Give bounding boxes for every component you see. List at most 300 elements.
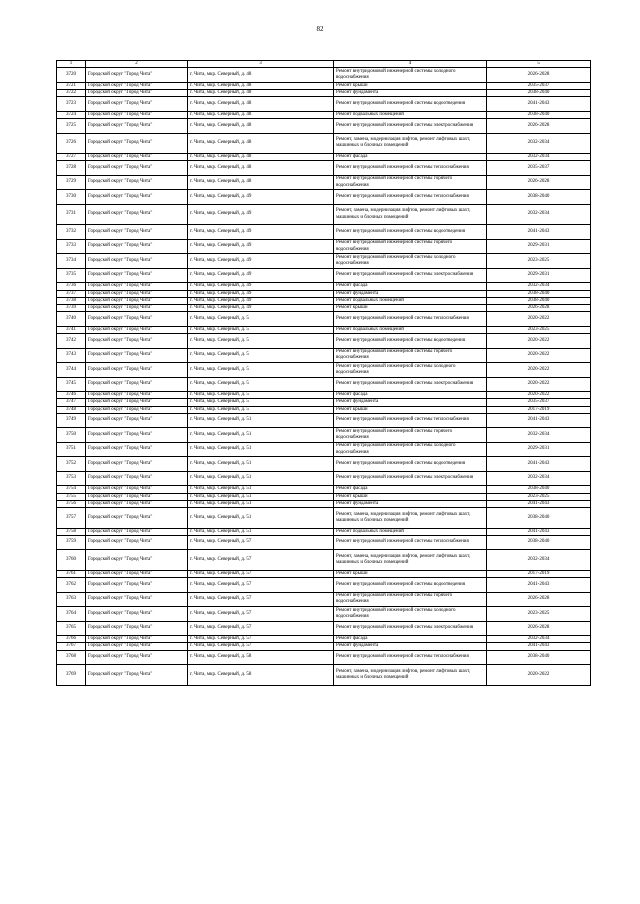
cell-period: 2038-2040: [487, 535, 591, 550]
cell-municipality: Городской округ "Город Чита": [86, 636, 188, 643]
cell-period: 2041-2043: [487, 413, 591, 428]
cell-period: 2017-2019: [487, 406, 591, 413]
cell-address: г. Чита, мкр. Северный, д. 57: [188, 643, 334, 650]
table-row: [57, 471, 591, 486]
cell-period: 2023-2025: [487, 493, 591, 500]
cell-work-type: Ремонт фундамента: [334, 90, 487, 97]
cell-work-type: Ремонт, замена, модернизация лифтов, ремонт лифтовых шахт, машинных и блочных помещений: [334, 508, 487, 529]
table-row: [57, 406, 591, 413]
cell-address: г. Чита, мкр. Северный, д. 57: [188, 636, 334, 643]
cell-period: 2041-2043: [487, 457, 591, 472]
cell-period: 2035-2037: [487, 82, 591, 89]
cell-row-number: 3759: [57, 535, 86, 550]
cell-work-type: Ремонт внутридомовой инженерной системы горячего водоснабжения: [334, 348, 487, 363]
cell-row-number: 3746: [57, 392, 86, 399]
cell-period: 2020-2022: [487, 377, 591, 392]
table-row: [57, 442, 591, 457]
cell-work-type: Ремонт крыши: [334, 570, 487, 577]
cell-period: 2020-2022: [487, 363, 591, 378]
cell-work-type: Ремонт внутридомовой инженерной системы теплоснабжения: [334, 413, 487, 428]
cell-row-number: 3760: [57, 550, 86, 571]
cell-municipality: Городской округ "Город Чита": [86, 334, 188, 349]
cell-address: г. Чита, мкр. Северный, д. 49: [188, 305, 334, 312]
table-row: [57, 500, 591, 507]
cell-municipality: Городской округ "Город Чита": [86, 578, 188, 593]
cell-municipality: Городской округ "Город Чита": [86, 268, 188, 283]
cell-work-type: Ремонт фасада: [334, 486, 487, 493]
cell-row-number: 3751: [57, 442, 86, 457]
cell-municipality: Городской округ "Город Чита": [86, 348, 188, 363]
cell-row-number: 3743: [57, 348, 86, 363]
cell-row-number: 3741: [57, 326, 86, 333]
cell-period: 2038-2040: [487, 290, 591, 297]
cell-work-type: Ремонт, замена, модернизация лифтов, ремонт лифтовых шахт, машинных и блочных помещений: [334, 665, 487, 686]
cell-row-number: 3747: [57, 399, 86, 406]
header-col-4: 4: [334, 61, 487, 68]
table-row: [57, 305, 591, 312]
cell-municipality: Городской округ "Город Чита": [86, 204, 188, 225]
cell-work-type: Ремонт внутридомовой инженерной системы теплоснабжения: [334, 650, 487, 665]
cell-row-number: 3730: [57, 190, 86, 205]
table-row: [57, 493, 591, 500]
cell-row-number: 3734: [57, 254, 86, 269]
table-body: [57, 68, 591, 685]
cell-address: г. Чита, мкр. Северный, д. 49: [188, 190, 334, 205]
cell-address: г. Чита, мкр. Северный, д. 5: [188, 334, 334, 349]
cell-municipality: Городской округ "Город Чита": [86, 643, 188, 650]
cell-work-type: Ремонт внутридомовой инженерной системы водоотведения: [334, 334, 487, 349]
cell-municipality: Городской округ "Город Чита": [86, 406, 188, 413]
cell-row-number: 3732: [57, 225, 86, 240]
cell-period: 2041-2043: [487, 500, 591, 507]
cell-work-type: Ремонт внутридомовой инженерной системы горячего водоснабжения: [334, 239, 487, 254]
cell-row-number: 3739: [57, 305, 86, 312]
cell-period: 2023-2025: [487, 607, 591, 622]
cell-row-number: 3744: [57, 363, 86, 378]
cell-municipality: Городской округ "Город Чита": [86, 528, 188, 535]
cell-address: г. Чита, мкр. Северный, д. 51: [188, 493, 334, 500]
cell-address: г. Чита, мкр. Северный, д. 48: [188, 111, 334, 118]
cell-row-number: 3736: [57, 283, 86, 290]
cell-period: 2029-2031: [487, 268, 591, 283]
cell-address: г. Чита, мкр. Северный, д. 57: [188, 592, 334, 607]
cell-municipality: Городской округ "Город Чита": [86, 363, 188, 378]
cell-row-number: 3721: [57, 82, 86, 89]
table-row: [57, 326, 591, 333]
cell-municipality: Городской округ "Город Чита": [86, 326, 188, 333]
cell-work-type: Ремонт подвальных помещений: [334, 326, 487, 333]
table-row: [57, 190, 591, 205]
cell-address: г. Чита, мкр. Северный, д. 57: [188, 550, 334, 571]
cell-row-number: 3720: [57, 68, 86, 83]
table-row: [57, 312, 591, 327]
cell-period: 2032-2034: [487, 550, 591, 571]
table-row: [57, 225, 591, 240]
cell-work-type: Ремонт фундамента: [334, 643, 487, 650]
cell-period: 2020-2022: [487, 312, 591, 327]
cell-address: г. Чита, мкр. Северный, д. 5: [188, 348, 334, 363]
cell-address: г. Чита, мкр. Северный, д. 51: [188, 413, 334, 428]
cell-work-type: Ремонт внутридомовой инженерной системы холодного водоснабжения: [334, 254, 487, 269]
cell-row-number: 3748: [57, 406, 86, 413]
cell-municipality: Городской округ "Город Чита": [86, 97, 188, 112]
cell-period: 2038-2040: [487, 297, 591, 304]
cell-period: 2041-2043: [487, 225, 591, 240]
cell-municipality: Городской округ "Город Чита": [86, 428, 188, 443]
cell-work-type: Ремонт внутридомовой инженерной системы водоотведения: [334, 578, 487, 593]
cell-period: 2026-2028: [487, 68, 591, 83]
cell-row-number: 3726: [57, 133, 86, 154]
cell-period: 2035-2037: [487, 399, 591, 406]
cell-address: г. Чита, мкр. Северный, д. 5: [188, 399, 334, 406]
cell-row-number: 3745: [57, 377, 86, 392]
cell-row-number: 3767: [57, 643, 86, 650]
cell-period: 2026-2028: [487, 305, 591, 312]
cell-work-type: Ремонт внутридомовой инженерной системы электроснабжения: [334, 377, 487, 392]
cell-work-type: Ремонт внутридомовой инженерной системы электроснабжения: [334, 621, 487, 636]
cell-row-number: 3762: [57, 578, 86, 593]
cell-address: г. Чита, мкр. Северный, д. 57: [188, 607, 334, 622]
cell-work-type: Ремонт фасада: [334, 283, 487, 290]
cell-municipality: Городской округ "Город Чита": [86, 312, 188, 327]
table-row: [57, 399, 591, 406]
table-row: [57, 486, 591, 493]
cell-row-number: 3749: [57, 413, 86, 428]
table-row: [57, 550, 591, 571]
cell-work-type: Ремонт внутридомовой инженерной системы горячего водоснабжения: [334, 592, 487, 607]
cell-work-type: Ремонт внутридомовой инженерной системы теплоснабжения: [334, 535, 487, 550]
cell-period: 2038-2040: [487, 508, 591, 529]
cell-address: г. Чита, мкр. Северный, д. 58: [188, 650, 334, 665]
header-col-1: 1: [57, 61, 86, 68]
cell-municipality: Городской округ "Город Чита": [86, 665, 188, 686]
cell-row-number: 3755: [57, 493, 86, 500]
cell-row-number: 3753: [57, 471, 86, 486]
table-row: [57, 68, 591, 83]
cell-work-type: Ремонт, замена, модернизация лифтов, ремонт лифтовых шахт, машинных и блочных помещений: [334, 204, 487, 225]
table-row: [57, 508, 591, 529]
cell-work-type: Ремонт внутридомовой инженерной системы холодного водоснабжения: [334, 68, 487, 83]
cell-municipality: Городской округ "Город Чита": [86, 161, 188, 176]
table-row: [57, 82, 591, 89]
cell-work-type: Ремонт внутридомовой инженерной системы водоотведения: [334, 97, 487, 112]
cell-period: 2023-2025: [487, 254, 591, 269]
cell-municipality: Городской округ "Город Чита": [86, 500, 188, 507]
cell-work-type: Ремонт подвальных помещений: [334, 297, 487, 304]
capital-repair-table: [56, 60, 591, 686]
cell-municipality: Городской округ "Город Чита": [86, 133, 188, 154]
cell-row-number: 3742: [57, 334, 86, 349]
cell-municipality: Городской округ "Город Чита": [86, 175, 188, 190]
cell-municipality: Городской округ "Город Чита": [86, 493, 188, 500]
cell-municipality: Городской округ "Город Чита": [86, 413, 188, 428]
cell-address: г. Чита, мкр. Северный, д. 48: [188, 68, 334, 83]
cell-municipality: Городской округ "Город Чита": [86, 283, 188, 290]
cell-period: 2038-2040: [487, 190, 591, 205]
table-row: [57, 111, 591, 118]
cell-row-number: 3754: [57, 486, 86, 493]
cell-period: 2041-2043: [487, 643, 591, 650]
cell-row-number: 3752: [57, 457, 86, 472]
table-row: [57, 119, 591, 134]
cell-municipality: Городской округ "Город Чита": [86, 305, 188, 312]
header-col-3: 3: [188, 61, 334, 68]
cell-work-type: Ремонт фасада: [334, 392, 487, 399]
cell-address: г. Чита, мкр. Северный, д. 5: [188, 312, 334, 327]
cell-municipality: Городской округ "Город Чита": [86, 82, 188, 89]
cell-work-type: Ремонт фундамента: [334, 290, 487, 297]
cell-period: 2041-2043: [487, 97, 591, 112]
cell-row-number: 3725: [57, 119, 86, 134]
cell-period: 2038-2040: [487, 650, 591, 665]
cell-period: 2032-2034: [487, 636, 591, 643]
cell-work-type: Ремонт внутридомовой инженерной системы теплоснабжения: [334, 161, 487, 176]
table-row: [57, 334, 591, 349]
cell-municipality: Городской округ "Город Чита": [86, 225, 188, 240]
cell-work-type: Ремонт внутридомовой инженерной системы водоотведения: [334, 457, 487, 472]
cell-address: г. Чита, мкр. Северный, д. 49: [188, 204, 334, 225]
cell-row-number: 3750: [57, 428, 86, 443]
cell-period: 2026-2028: [487, 621, 591, 636]
cell-address: г. Чита, мкр. Северный, д. 49: [188, 283, 334, 290]
cell-address: г. Чита, мкр. Северный, д. 48: [188, 82, 334, 89]
table-row: [57, 636, 591, 643]
cell-row-number: 3764: [57, 607, 86, 622]
table-row: [57, 161, 591, 176]
cell-municipality: Городской округ "Город Чита": [86, 535, 188, 550]
table-row: [57, 643, 591, 650]
cell-period: 2032-2034: [487, 204, 591, 225]
cell-row-number: 3723: [57, 97, 86, 112]
cell-work-type: Ремонт внутридомовой инженерной системы электроснабжения: [334, 268, 487, 283]
cell-municipality: Городской округ "Город Чита": [86, 486, 188, 493]
cell-period: 2020-2022: [487, 334, 591, 349]
table-row: [57, 268, 591, 283]
cell-work-type: Ремонт крыши: [334, 82, 487, 89]
header-col-2: 2: [86, 61, 188, 68]
cell-municipality: Городской округ "Город Чита": [86, 399, 188, 406]
cell-address: г. Чита, мкр. Северный, д. 49: [188, 297, 334, 304]
table-row: [57, 348, 591, 363]
cell-address: г. Чита, мкр. Северный, д. 48: [188, 154, 334, 161]
cell-municipality: Городской округ "Город Чита": [86, 570, 188, 577]
cell-work-type: Ремонт крыши: [334, 406, 487, 413]
cell-municipality: Городской округ "Город Чита": [86, 377, 188, 392]
cell-municipality: Городской округ "Город Чита": [86, 111, 188, 118]
cell-row-number: 3768: [57, 650, 86, 665]
cell-municipality: Городской округ "Город Чита": [86, 239, 188, 254]
cell-address: г. Чита, мкр. Северный, д. 5: [188, 377, 334, 392]
cell-row-number: 3757: [57, 508, 86, 529]
cell-address: г. Чита, мкр. Северный, д. 57: [188, 621, 334, 636]
table-row: [57, 90, 591, 97]
cell-work-type: Ремонт внутридомовой инженерной системы теплоснабжения: [334, 312, 487, 327]
cell-work-type: Ремонт внутридомовой инженерной системы водоотведения: [334, 225, 487, 240]
cell-period: 2041-2043: [487, 528, 591, 535]
cell-address: г. Чита, мкр. Северный, д. 51: [188, 508, 334, 529]
cell-address: г. Чита, мкр. Северный, д. 51: [188, 471, 334, 486]
cell-address: г. Чита, мкр. Северный, д. 48: [188, 175, 334, 190]
table-row: [57, 133, 591, 154]
table-row: [57, 650, 591, 665]
cell-municipality: Городской округ "Город Чита": [86, 68, 188, 83]
cell-work-type: Ремонт внутридомовой инженерной системы холодного водоснабжения: [334, 363, 487, 378]
cell-period: 2026-2028: [487, 592, 591, 607]
header-col-5: 5: [487, 61, 591, 68]
cell-address: г. Чита, мкр. Северный, д. 51: [188, 457, 334, 472]
cell-period: 2020-2022: [487, 348, 591, 363]
table-row: [57, 592, 591, 607]
cell-work-type: Ремонт внутридомовой инженерной системы холодного водоснабжения: [334, 607, 487, 622]
cell-address: г. Чита, мкр. Северный, д. 48: [188, 90, 334, 97]
cell-row-number: 3769: [57, 665, 86, 686]
table-row: [57, 290, 591, 297]
header-row: [57, 61, 591, 68]
cell-work-type: Ремонт крыши: [334, 305, 487, 312]
cell-address: г. Чита, мкр. Северный, д. 5: [188, 392, 334, 399]
cell-work-type: Ремонт, замена, модернизация лифтов, ремонт лифтовых шахт, машинных и блочных помещений: [334, 550, 487, 571]
cell-municipality: Городской округ "Город Чита": [86, 154, 188, 161]
table-row: [57, 578, 591, 593]
table-row: [57, 154, 591, 161]
cell-period: 2026-2028: [487, 175, 591, 190]
table-row: [57, 175, 591, 190]
cell-municipality: Городской округ "Город Чита": [86, 442, 188, 457]
table-row: [57, 377, 591, 392]
table-row: [57, 254, 591, 269]
cell-municipality: Городской округ "Город Чита": [86, 650, 188, 665]
cell-period: 2038-2040: [487, 486, 591, 493]
table-row: [57, 535, 591, 550]
table-row: [57, 528, 591, 535]
cell-period: 2038-2040: [487, 90, 591, 97]
cell-municipality: Городской округ "Город Чита": [86, 592, 188, 607]
cell-work-type: Ремонт крыши: [334, 493, 487, 500]
cell-row-number: 3729: [57, 175, 86, 190]
cell-municipality: Городской округ "Город Чита": [86, 471, 188, 486]
cell-work-type: Ремонт подвальных помещений: [334, 111, 487, 118]
table-row: [57, 665, 591, 686]
cell-address: г. Чита, мкр. Северный, д. 48: [188, 97, 334, 112]
cell-row-number: 3737: [57, 290, 86, 297]
cell-period: 2032-2034: [487, 133, 591, 154]
cell-row-number: 3766: [57, 636, 86, 643]
cell-municipality: Городской округ "Город Чита": [86, 297, 188, 304]
cell-work-type: Ремонт фундамента: [334, 500, 487, 507]
cell-period: 2038-2040: [487, 111, 591, 118]
cell-row-number: 3727: [57, 154, 86, 161]
cell-period: 2032-2034: [487, 428, 591, 443]
cell-row-number: 3731: [57, 204, 86, 225]
cell-work-type: Ремонт внутридомовой инженерной системы электроснабжения: [334, 119, 487, 134]
cell-period: 2041-2043: [487, 578, 591, 593]
cell-address: г. Чита, мкр. Северный, д. 51: [188, 442, 334, 457]
cell-address: г. Чита, мкр. Северный, д. 5: [188, 363, 334, 378]
cell-municipality: Городской округ "Город Чита": [86, 392, 188, 399]
table-row: [57, 392, 591, 399]
cell-row-number: 3765: [57, 621, 86, 636]
cell-municipality: Городской округ "Город Чита": [86, 290, 188, 297]
cell-address: г. Чита, мкр. Северный, д. 48: [188, 119, 334, 134]
cell-work-type: Ремонт фасада: [334, 636, 487, 643]
cell-address: г. Чита, мкр. Северный, д. 48: [188, 133, 334, 154]
cell-municipality: Городской округ "Город Чита": [86, 550, 188, 571]
cell-address: г. Чита, мкр. Северный, д. 49: [188, 225, 334, 240]
cell-address: г. Чита, мкр. Северный, д. 5: [188, 406, 334, 413]
table-row: [57, 413, 591, 428]
table-row: [57, 457, 591, 472]
table-row: [57, 363, 591, 378]
cell-address: г. Чита, мкр. Северный, д. 5: [188, 326, 334, 333]
cell-municipality: Городской округ "Город Чита": [86, 190, 188, 205]
table-row: [57, 239, 591, 254]
cell-address: г. Чита, мкр. Северный, д. 49: [188, 268, 334, 283]
table-row: [57, 570, 591, 577]
cell-period: 2020-2022: [487, 665, 591, 686]
cell-work-type: Ремонт внутридомовой инженерной системы холодного водоснабжения: [334, 442, 487, 457]
table-row: [57, 297, 591, 304]
cell-address: г. Чита, мкр. Северный, д. 58: [188, 665, 334, 686]
table-row: [57, 607, 591, 622]
table-row: [57, 283, 591, 290]
cell-work-type: Ремонт подвальных помещений: [334, 528, 487, 535]
cell-period: 2023-2025: [487, 326, 591, 333]
cell-address: г. Чита, мкр. Северный, д. 49: [188, 290, 334, 297]
cell-row-number: 3722: [57, 90, 86, 97]
cell-address: г. Чита, мкр. Северный, д. 48: [188, 161, 334, 176]
cell-row-number: 3761: [57, 570, 86, 577]
cell-period: 2029-2031: [487, 442, 591, 457]
cell-row-number: 3735: [57, 268, 86, 283]
cell-period: 2035-2037: [487, 161, 591, 176]
cell-period: 2026-2028: [487, 119, 591, 134]
cell-municipality: Городской округ "Город Чита": [86, 508, 188, 529]
cell-municipality: Городской округ "Город Чита": [86, 457, 188, 472]
cell-address: г. Чита, мкр. Северный, д. 51: [188, 500, 334, 507]
cell-row-number: 3733: [57, 239, 86, 254]
cell-row-number: 3758: [57, 528, 86, 535]
cell-municipality: Городской округ "Город Чита": [86, 607, 188, 622]
cell-work-type: Ремонт внутридомовой инженерной системы электроснабжения: [334, 471, 487, 486]
cell-period: 2017-2019: [487, 570, 591, 577]
cell-address: г. Чита, мкр. Северный, д. 51: [188, 528, 334, 535]
cell-address: г. Чита, мкр. Северный, д. 57: [188, 578, 334, 593]
cell-work-type: Ремонт внутридомовой инженерной системы горячего водоснабжения: [334, 428, 487, 443]
table-row: [57, 428, 591, 443]
cell-row-number: 3763: [57, 592, 86, 607]
cell-period: 2032-2034: [487, 471, 591, 486]
cell-municipality: Городской округ "Город Чита": [86, 90, 188, 97]
cell-municipality: Городской округ "Город Чита": [86, 119, 188, 134]
cell-row-number: 3756: [57, 500, 86, 507]
table-row: [57, 97, 591, 112]
cell-municipality: Городской округ "Город Чита": [86, 254, 188, 269]
cell-address: г. Чита, мкр. Северный, д. 51: [188, 486, 334, 493]
cell-row-number: 3724: [57, 111, 86, 118]
cell-work-type: Ремонт внутридомовой инженерной системы горячего водоснабжения: [334, 175, 487, 190]
cell-row-number: 3728: [57, 161, 86, 176]
cell-work-type: Ремонт фасада: [334, 154, 487, 161]
cell-period: 2029-2031: [487, 239, 591, 254]
table-row: [57, 204, 591, 225]
page-number: 82: [316, 25, 324, 33]
cell-period: 2020-2022: [487, 392, 591, 399]
cell-period: 2032-2034: [487, 283, 591, 290]
table-row: [57, 621, 591, 636]
cell-address: г. Чита, мкр. Северный, д. 57: [188, 535, 334, 550]
cell-row-number: 3740: [57, 312, 86, 327]
cell-address: г. Чита, мкр. Северный, д. 57: [188, 570, 334, 577]
